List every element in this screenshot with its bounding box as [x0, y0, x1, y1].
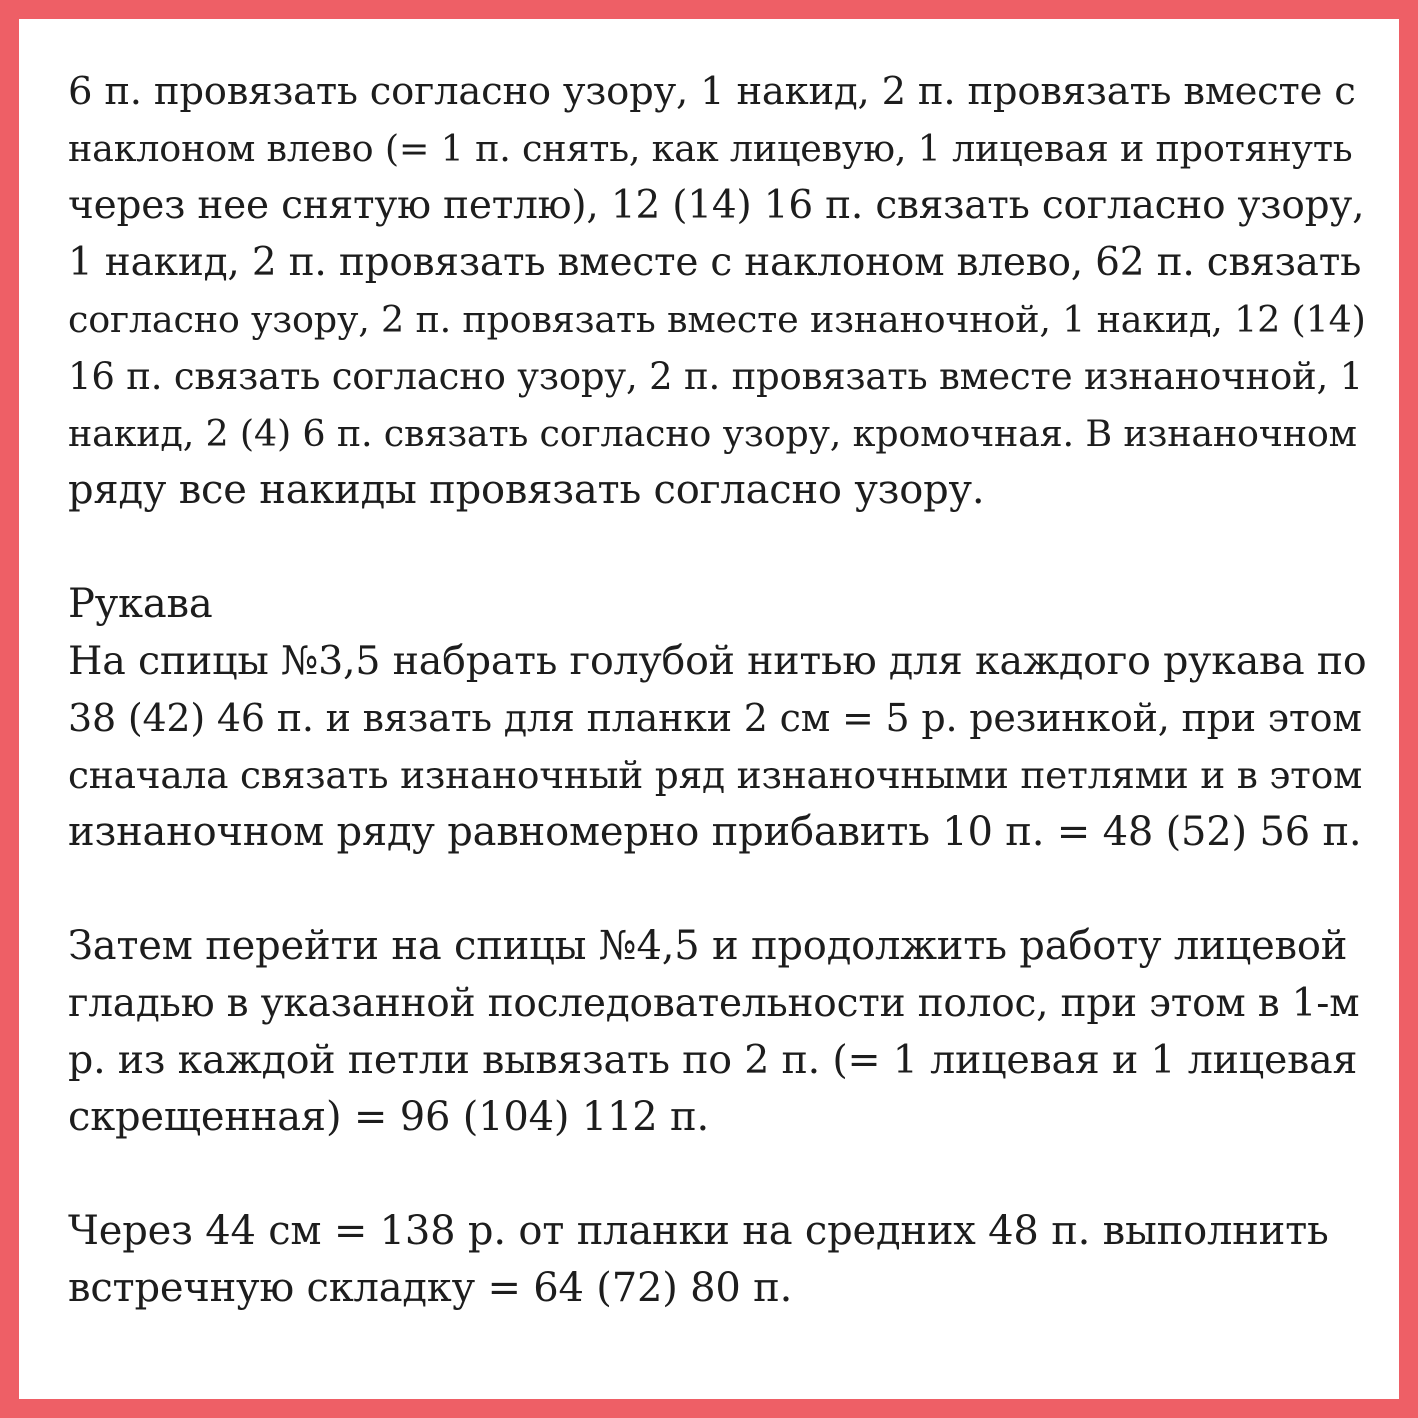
text-line: через нее снятую петлю), 12 (14) 16 п. связать согласно узору,	[68, 183, 1365, 228]
paragraph-gap	[68, 519, 1368, 576]
paragraph-pattern-continuation	[68, 63, 1368, 519]
text-line: 38 (42) 46 п. и вязать для планки 2 см = 5 р. резинкой, при этом	[68, 696, 1362, 740]
paragraph-needles-switch	[68, 918, 1368, 1146]
text-line: согласно узору, 2 п. провязать вместе изнаночной, 1 накид, 12 (14)	[68, 298, 1366, 341]
text-line: сначала связать изнаночный ряд изнаночными петлями и в этом	[68, 753, 1363, 797]
paragraph-gap	[68, 861, 1368, 918]
paragraph-sleeves	[68, 576, 1368, 861]
text-line: гладью в указанной последовательности полос, при этом в 1-м	[68, 981, 1360, 1026]
section-heading: Рукава	[68, 581, 213, 627]
text-line: 6 п. провязать согласно узору, 1 накид, 2 п. провязать вместе с	[68, 69, 1356, 114]
text-line: р. из каждой петли вывязать по 2 п. (= 1 лицевая и 1 лицевая	[68, 1037, 1358, 1083]
text-line: изнаночном ряду равномерно прибавить 10 п. = 48 (52) 56 п.	[68, 809, 1362, 855]
text-line: накид, 2 (4) 6 п. связать согласно узору, кромочная. В изнаночном	[68, 412, 1357, 455]
document-text	[68, 63, 1368, 1317]
text-line: 16 п. связать согласно узору, 2 п. провязать вместе изнаночной, 1	[68, 355, 1363, 398]
text-line: скрещенная) = 96 (104) 112 п.	[68, 1094, 710, 1140]
text-line: Затем перейти на спицы №4,5 и продолжить работу лицевой	[68, 923, 1348, 969]
text-line: встречную складку = 64 (72) 80 п.	[68, 1265, 793, 1311]
text-line: На спицы №3,5 набрать голубой нитью для каждого рукава по	[68, 638, 1367, 684]
text-line: Через 44 см = 138 р. от планки на средних 48 п. выполнить	[68, 1208, 1329, 1254]
text-line: наклоном влево (= 1 п. снять, как лицевую, 1 лицевая и протянуть	[68, 127, 1353, 170]
text-line: 1 накид, 2 п. провязать вместе с наклоном влево, 62 п. связать	[68, 240, 1362, 285]
paragraph-gap	[68, 1146, 1368, 1203]
text-line: ряду все накиды провязать согласно узору.	[68, 467, 985, 513]
paragraph-fold	[68, 1203, 1368, 1317]
